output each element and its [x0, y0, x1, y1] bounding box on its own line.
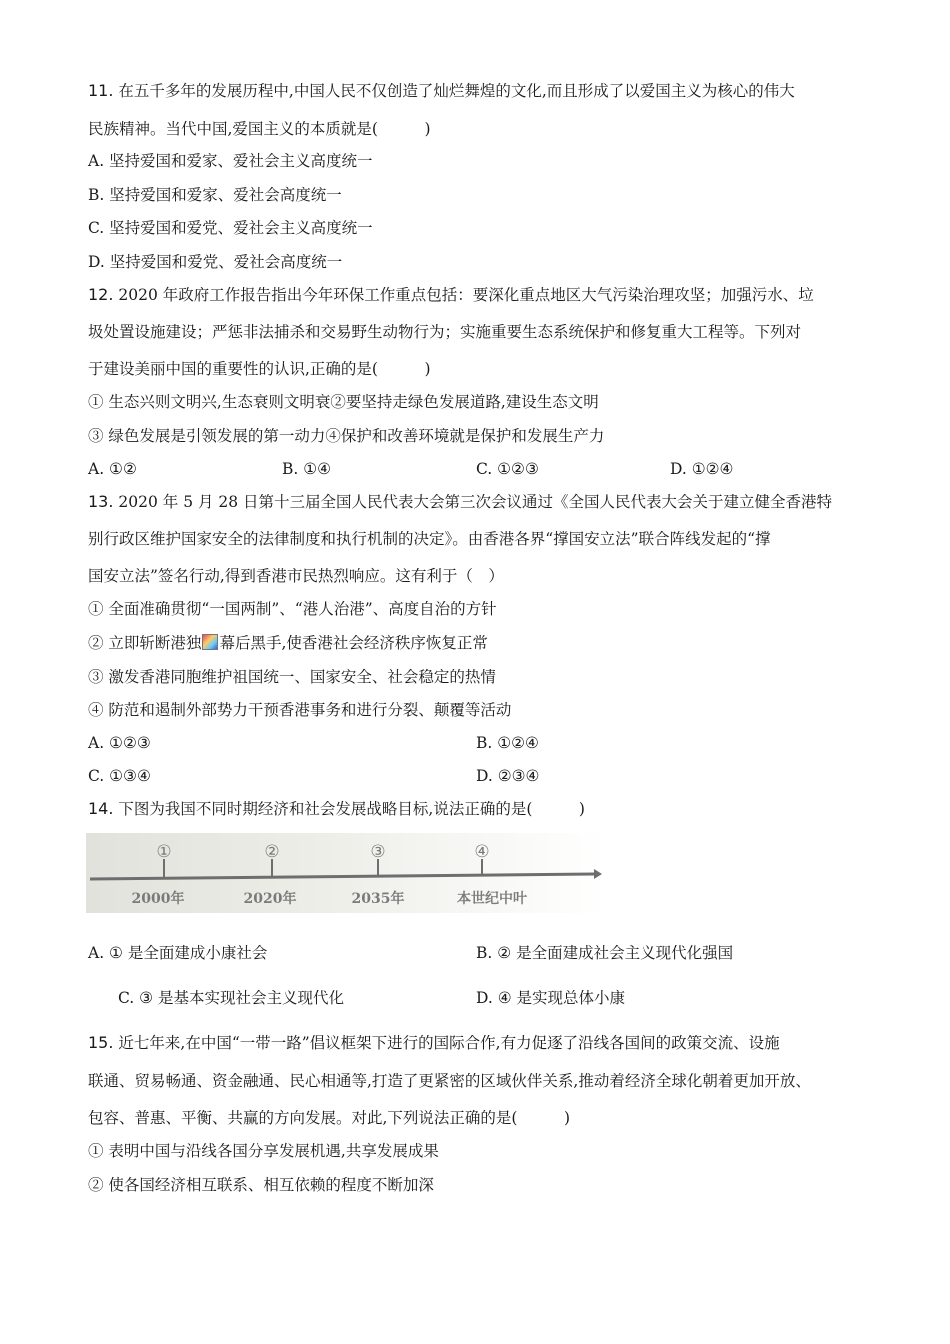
q14-stem-text: 下图为我国不同时期经济和社会发展战略目标,说法正确的是( ): [118, 800, 585, 818]
q13-statement-2: [88, 632, 488, 654]
q12-option-a: A. ①②: [88, 460, 137, 478]
q13-statement-1: ① 全面准确贯彻“一国两制”、“港人治港”、高度自治的方针: [88, 600, 497, 618]
q13-stem-line2: 别行政区维护国家安全的法律制度和执行机制的决定》。由香港各界“撑国安立法”联合阵线发起的“撑: [88, 530, 771, 548]
q12-option-b: B. ①④: [282, 460, 332, 478]
q11-option-d: D. 坚持爱国和爱党、爱社会高度统一: [88, 253, 343, 271]
image-placeholder-icon: [202, 634, 218, 650]
timeline-marker: ③: [370, 842, 386, 862]
q12-statement-2: ③ 绿色发展是引领发展的第一动力④保护和改善环境就是保护和发展生产力: [88, 427, 605, 445]
q11-number: 11.: [88, 81, 114, 100]
strategy-timeline-figure: [86, 833, 606, 913]
q13-option-c: C. ①③④: [88, 767, 151, 785]
q14-stem: [88, 798, 585, 820]
q14-option-c: C. ③ 是基本实现社会主义现代化: [118, 989, 344, 1007]
q11-option-b: B. 坚持爱国和爱家、爱社会高度统一: [88, 186, 342, 204]
timeline-label: 本世纪中叶: [457, 891, 527, 907]
timeline-marker: ④: [474, 842, 490, 862]
q11-stem-line2: 民族精神。当代中国,爱国主义的本质就是( ): [88, 120, 431, 138]
timeline-label: 2020年: [243, 891, 297, 907]
q13-statement-4: ④ 防范和遏制外部势力干预香港事务和进行分裂、颠覆等活动: [88, 701, 512, 719]
q11-stem-line1: [88, 80, 795, 102]
q12-option-d: D. ①②④: [670, 460, 734, 478]
q15-stem-text1: 近七年来,在中国“一带一路”倡议框架下进行的国际合作,有力促逐了沿线各国间的政策交流、设施: [118, 1034, 780, 1052]
q13-number: 13.: [88, 492, 114, 511]
timeline-marker: ①: [156, 842, 172, 862]
q14-option-a: A. ① 是全面建成小康社会: [88, 944, 268, 962]
q15-stem-line1: [88, 1032, 780, 1054]
q12-statement-1: ① 生态兴则文明兴,生态衰则文明衰②要坚持走绿色发展道路,建设生态文明: [88, 393, 599, 411]
q13-statement-2b: 幕后黑手,使香港社会经济秩序恢复正常: [219, 634, 488, 652]
timeline-label: 2000年: [131, 891, 185, 907]
q13-option-d: D. ②③④: [476, 767, 540, 785]
q13-stem-line1: [88, 491, 832, 513]
q13-statement-2a: ② 立即斩断港独: [88, 634, 202, 652]
q12-stem-text1: 2020 年政府工作报告指出今年环保工作重点包括：要深化重点地区大气污染治理攻坚；加强污水、垃: [118, 286, 814, 304]
q12-option-c: C. ①②③: [476, 460, 539, 478]
q13-stem-text1: 2020 年 5 月 28 日第十三届全国人民代表大会第三次会议通过《全国人民代表大会关于建立健全香港特: [118, 493, 833, 511]
q15-statement-1: ① 表明中国与沿线各国分享发展机遇,共享发展成果: [88, 1142, 439, 1160]
q15-stem-line3: 包容、普惠、平衡、共赢的方向发展。对此,下列说法正确的是( ): [88, 1109, 571, 1127]
q13-option-a: A. ①②③: [88, 734, 151, 752]
q13-option-b: B. ①②④: [476, 734, 539, 752]
q14-option-b: B. ② 是全面建成社会主义现代化强国: [476, 944, 734, 962]
q14-option-d: D. ④ 是实现总体小康: [476, 989, 626, 1007]
q15-number: 15.: [88, 1033, 114, 1052]
q14-number: 14.: [88, 799, 114, 818]
timeline-label: 2035年: [351, 891, 405, 907]
q15-stem-line2: 联通、贸易畅通、资金融通、民心相通等,打造了更紧密的区域伙伴关系,推动着经济全球化朝着更加开放、: [88, 1072, 811, 1090]
q12-stem-line3: 于建设美丽中国的重要性的认识,正确的是( ): [88, 360, 431, 378]
q12-stem-line2: 圾处置设施建设；严惩非法捕杀和交易野生动物行为；实施重要生态系统保护和修复重大工程等。下列对: [88, 323, 802, 341]
q12-number: 12.: [88, 285, 114, 304]
q11-stem-text1: 在五千多年的发展历程中,中国人民不仅创造了灿烂舞煌的文化,而且形成了以爱国主义为核心的伟大: [118, 82, 795, 100]
q15-statement-2: ② 使各国经济相互联系、相互依赖的程度不断加深: [88, 1176, 434, 1194]
q11-option-c: C. 坚持爱国和爱党、爱社会主义高度统一: [88, 219, 373, 237]
q13-stem-line3: 国安立法”签名行动,得到香港市民热烈响应。这有利于（ ）: [88, 567, 504, 585]
timeline-marker: ②: [264, 842, 280, 862]
q12-stem-line1: [88, 284, 814, 306]
q11-option-a: A. 坚持爱国和爱家、爱社会主义高度统一: [88, 152, 373, 170]
q13-statement-3: ③ 激发香港同胞维护祖国统一、国家安全、社会稳定的热情: [88, 668, 496, 686]
